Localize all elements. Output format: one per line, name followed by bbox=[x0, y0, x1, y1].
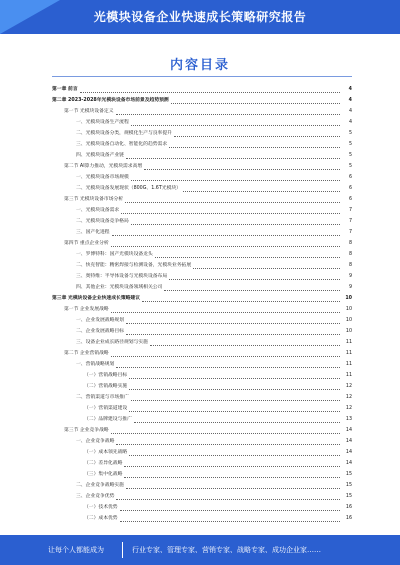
toc-entry-text: 四、其他企业：光模块设备领域相关公司 bbox=[76, 285, 163, 290]
toc-leader-dots bbox=[126, 153, 340, 159]
toc-leader-dots bbox=[144, 164, 340, 170]
toc-page-number: 12 bbox=[345, 384, 352, 389]
toc-entry-text: 三、光模块设备自动化、智能化的趋势需求 bbox=[76, 142, 168, 147]
toc-entry[interactable] bbox=[52, 183, 352, 194]
toc-leader-dots bbox=[129, 373, 340, 379]
toc-page-number: 16 bbox=[345, 505, 352, 510]
toc-page-number: 10 bbox=[345, 296, 352, 301]
toc-entry[interactable] bbox=[52, 425, 352, 436]
toc-page-number: 15 bbox=[345, 483, 352, 488]
toc-entry-text: 二、光模块设备发展现状（800G、1.6T光模块） bbox=[76, 186, 181, 191]
toc-page-number: 5 bbox=[348, 153, 352, 158]
toc-entry[interactable] bbox=[52, 381, 352, 392]
toc-entry-text: 第二节 AI算力推动，光模块需求高增 bbox=[64, 164, 143, 169]
toc-entry-text: （一）技术优势 bbox=[84, 505, 118, 510]
toc-entry[interactable] bbox=[52, 117, 352, 128]
toc-entry-text: 第一节 光模块设备定义 bbox=[64, 109, 114, 114]
toc-entry-text: 一、营销战略规划 bbox=[76, 362, 115, 367]
toc-page-number: 4 bbox=[348, 87, 352, 92]
toc-entry[interactable] bbox=[52, 469, 352, 480]
toc-entry[interactable] bbox=[52, 304, 352, 315]
toc-leader-dots bbox=[126, 329, 340, 335]
toc-page-number: 14 bbox=[345, 461, 352, 466]
toc-page-number: 14 bbox=[345, 428, 352, 433]
toc-page-number: 14 bbox=[345, 439, 352, 444]
toc-leader-dots bbox=[111, 241, 340, 247]
footer-tagline: 行业专家、管理专家、营销专家、战略专家、成功企业家…… bbox=[132, 546, 321, 554]
toc-entry-text: 第一节 企业发展战略 bbox=[64, 307, 109, 312]
toc-page-number: 13 bbox=[345, 417, 352, 422]
toc-page-number: 8 bbox=[348, 252, 352, 257]
toc-entry-text: 第三章 光模块设备企业快速成长策略建议 bbox=[52, 296, 141, 301]
toc-entry[interactable] bbox=[52, 271, 352, 282]
toc-leader-dots bbox=[124, 461, 340, 467]
toc-entry-text: （一）营销战略目标 bbox=[84, 373, 128, 378]
toc-page-number: 4 bbox=[348, 98, 352, 103]
toc-leader-dots bbox=[129, 384, 340, 390]
toc-leader-dots bbox=[112, 230, 340, 236]
toc-entry[interactable] bbox=[52, 392, 352, 403]
toc-page-number: 14 bbox=[345, 450, 352, 455]
toc-entry-text: 三、企业竞争优势 bbox=[76, 494, 115, 499]
toc-leader-dots bbox=[120, 505, 340, 511]
toc-entry[interactable] bbox=[52, 337, 352, 348]
toc-leader-dots bbox=[116, 109, 341, 115]
toc-entry[interactable] bbox=[52, 403, 352, 414]
toc-entry-text: 二、营销渠道与市场推广 bbox=[76, 395, 129, 400]
toc-entry[interactable] bbox=[52, 84, 352, 95]
toc-leader-dots bbox=[111, 351, 340, 357]
toc-page-number: 15 bbox=[345, 494, 352, 499]
toc-entry[interactable] bbox=[52, 194, 352, 205]
toc-page-number: 5 bbox=[348, 164, 352, 169]
toc-leader-dots bbox=[124, 472, 340, 478]
toc-leader-dots bbox=[126, 318, 340, 324]
toc-page-number: 15 bbox=[345, 472, 352, 477]
toc-leader-dots bbox=[174, 131, 340, 137]
table-of-contents bbox=[52, 84, 352, 524]
toc-entry[interactable] bbox=[52, 216, 352, 227]
toc-page-number: 9 bbox=[348, 285, 352, 290]
toc-entry[interactable] bbox=[52, 502, 352, 513]
toc-entry-text: （一）成本领先战略 bbox=[84, 450, 128, 455]
toc-heading: 内容目录 bbox=[169, 58, 230, 73]
footer-slogan: 让每个人都能成为 bbox=[48, 546, 104, 554]
page-title: 光模块设备企业快速成长策略研究报告 bbox=[93, 10, 307, 24]
toc-entry-text: （三）集中化战略 bbox=[84, 472, 123, 477]
toc-entry[interactable] bbox=[52, 95, 352, 106]
toc-entry-text: 二、企业竞争战略实施 bbox=[76, 483, 124, 488]
toc-page-number: 6 bbox=[348, 186, 352, 191]
toc-entry-text: 一、光模块设备市场规模 bbox=[76, 175, 129, 180]
toc-leader-dots bbox=[193, 263, 340, 269]
toc-entry[interactable] bbox=[52, 128, 352, 139]
toc-leader-dots bbox=[116, 494, 340, 500]
toc-leader-dots bbox=[126, 483, 340, 489]
toc-entry-text: 三、国产化进程 bbox=[76, 230, 110, 235]
toc-page-number: 11 bbox=[345, 373, 352, 378]
toc-page-number: 10 bbox=[345, 318, 352, 323]
toc-entry-text: （一）营销渠道建设 bbox=[84, 406, 128, 411]
toc-entry-text: 二、快克智能：精密焊接与检测设备，光模块业务拓展 bbox=[76, 263, 192, 268]
toc-entry-text: 一、光模块设备需求 bbox=[76, 208, 120, 213]
toc-entry-text: 二、企业发展战略目标 bbox=[76, 329, 124, 334]
toc-leader-dots bbox=[155, 252, 340, 258]
toc-page-number: 5 bbox=[348, 142, 352, 147]
toc-page-number: 8 bbox=[348, 241, 352, 246]
toc-leader-dots bbox=[164, 285, 340, 291]
toc-entry-text: （二）品牌建设与推广 bbox=[84, 417, 132, 422]
toc-entry[interactable] bbox=[52, 260, 352, 271]
toc-entry[interactable] bbox=[52, 359, 352, 370]
toc-entry-text: （二）差异化战略 bbox=[84, 461, 123, 466]
toc-entry[interactable] bbox=[52, 172, 352, 183]
toc-page-number: 7 bbox=[348, 230, 352, 235]
toc-entry[interactable] bbox=[52, 447, 352, 458]
toc-page-number: 9 bbox=[348, 274, 352, 279]
toc-entry[interactable] bbox=[52, 150, 352, 161]
toc-page-number: 16 bbox=[345, 516, 352, 521]
toc-leader-dots bbox=[121, 208, 340, 214]
toc-entry[interactable] bbox=[52, 348, 352, 359]
toc-entry[interactable] bbox=[52, 513, 352, 524]
toc-leader-dots bbox=[131, 120, 340, 126]
toc-entry[interactable] bbox=[52, 480, 352, 491]
toc-entry-text: 第三节 企业竞争战略 bbox=[64, 428, 109, 433]
toc-entry-text: 第一章 前言 bbox=[52, 87, 78, 92]
toc-entry-text: 二、光模块设备分类，规模化生产与良率提升 bbox=[76, 131, 172, 136]
toc-page-number: 11 bbox=[345, 351, 352, 356]
toc-leader-dots bbox=[131, 395, 340, 401]
toc-leader-dots bbox=[129, 450, 340, 456]
toc-page-number: 12 bbox=[345, 395, 352, 400]
toc-entry[interactable] bbox=[52, 414, 352, 425]
toc-leader-dots bbox=[129, 406, 340, 412]
toc-leader-dots bbox=[80, 87, 340, 93]
toc-entry-text: （二）营销战略实施 bbox=[84, 384, 128, 389]
toc-leader-dots bbox=[125, 197, 340, 203]
toc-leader-dots bbox=[120, 516, 340, 522]
toc-page-number: 4 bbox=[348, 120, 352, 125]
toc-entry[interactable] bbox=[52, 161, 352, 172]
toc-entry-text: 三、奥特维：半导体设备与光模块设备布局 bbox=[76, 274, 168, 279]
toc-entry[interactable] bbox=[52, 238, 352, 249]
toc-entry-text: 一、企业发展战略规划 bbox=[76, 318, 124, 323]
toc-entry-text: 一、罗博特科：国产光模块设备龙头 bbox=[76, 252, 153, 257]
toc-leader-dots bbox=[183, 186, 340, 192]
toc-entry-text: 第三节 光模块设备市场分析 bbox=[64, 197, 124, 202]
toc-page-number: 11 bbox=[345, 340, 352, 345]
toc-leader-dots bbox=[116, 362, 340, 368]
toc-page-number: 7 bbox=[348, 219, 352, 224]
toc-entry-text: 一、光模块设备生产流程 bbox=[76, 120, 129, 125]
toc-leader-dots bbox=[111, 428, 340, 434]
toc-leader-dots bbox=[169, 274, 340, 280]
toc-page-number: 6 bbox=[348, 197, 352, 202]
toc-page-number: 10 bbox=[345, 307, 352, 312]
toc-page-number: 11 bbox=[345, 362, 352, 367]
toc-leader-dots bbox=[131, 175, 340, 181]
toc-page-number: 10 bbox=[345, 329, 352, 334]
toc-page-number: 6 bbox=[348, 175, 352, 180]
toc-entry[interactable] bbox=[52, 436, 352, 447]
toc-entry[interactable] bbox=[52, 315, 352, 326]
toc-page-number: 12 bbox=[345, 406, 352, 411]
toc-page-number: 7 bbox=[348, 208, 352, 213]
toc-page-number: 8 bbox=[348, 263, 352, 268]
toc-entry-text: 第二章 2023-2028年光模块设备市场前景及趋势预测 bbox=[52, 98, 169, 103]
toc-entry[interactable] bbox=[52, 293, 352, 304]
toc-entry[interactable] bbox=[52, 326, 352, 337]
toc-entry[interactable] bbox=[52, 139, 352, 150]
toc-entry-text: 第四节 重点企业分析 bbox=[64, 241, 109, 246]
toc-leader-dots bbox=[111, 307, 340, 313]
toc-entry[interactable] bbox=[52, 458, 352, 469]
toc-leader-dots bbox=[150, 340, 340, 346]
toc-entry-text: 三、设备企业成长路径规划与实施 bbox=[76, 340, 148, 345]
toc-page-number: 5 bbox=[348, 131, 352, 136]
toc-entry-text: 第二节 企业营销战略 bbox=[64, 351, 109, 356]
toc-entry[interactable] bbox=[52, 282, 352, 293]
toc-entry-text: 四、光模块设备产业链 bbox=[76, 153, 124, 158]
toc-entry-text: 一、企业竞争战略 bbox=[76, 439, 115, 444]
toc-entry-text: （二）成本优势 bbox=[84, 516, 118, 521]
toc-leader-dots bbox=[134, 417, 340, 423]
toc-leader-dots bbox=[116, 439, 340, 445]
toc-entry[interactable] bbox=[52, 227, 352, 238]
toc-entry-text: 二、光模块设备竞争格局 bbox=[76, 219, 129, 224]
toc-entry[interactable] bbox=[52, 106, 352, 117]
toc-divider bbox=[52, 76, 352, 77]
toc-leader-dots bbox=[169, 142, 340, 148]
toc-entry[interactable] bbox=[52, 249, 352, 260]
footer-divider bbox=[122, 542, 123, 558]
toc-page-number: 4 bbox=[348, 109, 352, 114]
toc-leader-dots bbox=[131, 219, 340, 225]
toc-entry[interactable] bbox=[52, 205, 352, 216]
toc-leader-dots bbox=[142, 296, 340, 302]
toc-entry[interactable] bbox=[52, 370, 352, 381]
toc-entry[interactable] bbox=[52, 491, 352, 502]
toc-leader-dots bbox=[171, 98, 340, 104]
